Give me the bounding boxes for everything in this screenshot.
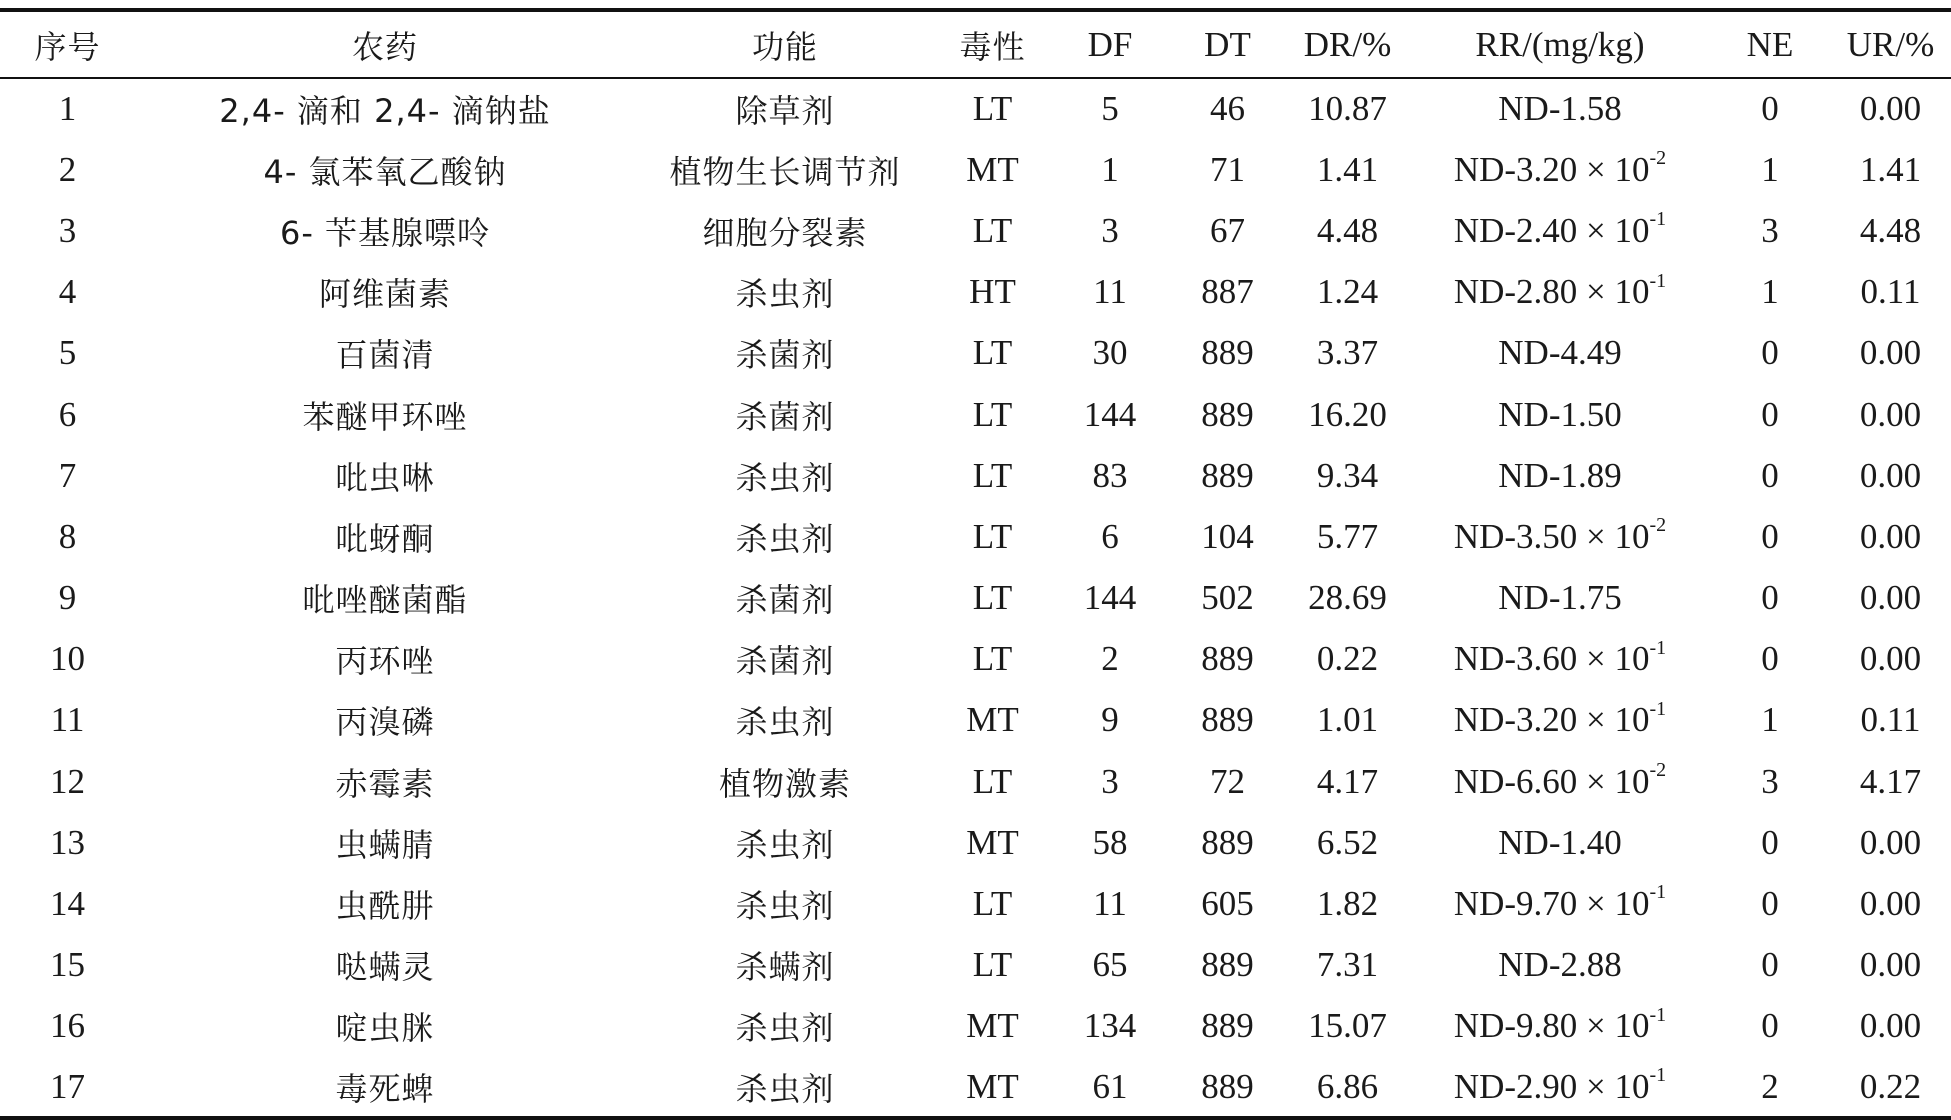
- cell-ne: 3: [1761, 210, 1779, 250]
- cell-ur: 0.11: [1860, 700, 1921, 740]
- cell-dr: 6.52: [1316, 822, 1379, 862]
- rr-range-base: ND-1.40: [1498, 822, 1622, 862]
- cell-function: 杀菌剂: [735, 581, 835, 620]
- cell-rr: [1410, 384, 1710, 445]
- cell-df: 1: [1101, 149, 1119, 189]
- cell-df: 5: [1101, 89, 1119, 129]
- rr-range-base: ND-1.75: [1498, 578, 1622, 618]
- cell-serial-number: 1: [58, 89, 77, 129]
- cell-ur: 0.11: [1860, 272, 1921, 312]
- cell-ur: 0.00: [1859, 455, 1922, 495]
- cell-pesticide: 4- 氯苯氧乙酸钠: [263, 152, 507, 191]
- cell-serial-number: 5: [58, 333, 77, 373]
- table-row: [0, 323, 1951, 384]
- cell-pesticide: 吡唑醚菌酯: [302, 581, 468, 620]
- cell-pesticide: 阿维菌素: [318, 275, 451, 314]
- cell-function: 杀菌剂: [735, 397, 835, 436]
- table-row: [0, 1057, 1951, 1118]
- table-row: [0, 935, 1951, 996]
- cell-rr: [1410, 78, 1710, 139]
- cell-rr: [1410, 629, 1710, 690]
- table-row: [0, 200, 1951, 261]
- cell-ne: 0: [1761, 945, 1779, 985]
- cell-serial-number: 17: [0, 1057, 135, 1118]
- cell-df: 58: [1092, 822, 1128, 862]
- table-row: [0, 139, 1951, 200]
- table-row: [0, 506, 1951, 567]
- cell-dt: 889: [1201, 945, 1254, 985]
- rr-range-base: ND-6.60 × 10: [1453, 761, 1650, 801]
- header-row: [0, 10, 1951, 78]
- cell-dt: 889: [1201, 455, 1254, 495]
- cell-ur: 0.00: [1859, 578, 1922, 618]
- cell-rr: [1410, 200, 1710, 261]
- header-toxicity: 毒性: [935, 10, 1050, 78]
- table-row: [0, 996, 1951, 1057]
- cell-df: 65: [1092, 945, 1128, 985]
- cell-dr: 6.86: [1285, 1057, 1410, 1118]
- header-rr: RR/(mg/kg): [1410, 10, 1710, 78]
- cell-df: 2: [1101, 639, 1119, 679]
- rr-range-exponent: -1: [1649, 269, 1667, 292]
- cell-serial-number: 4: [58, 272, 77, 312]
- cell-toxicity: MT: [966, 822, 1019, 862]
- header-serial-number: 序号: [0, 10, 135, 78]
- header-function: 功能: [635, 10, 935, 78]
- cell-rr: [1410, 323, 1710, 384]
- cell-serial-number: 6: [58, 394, 77, 434]
- cell-dr: 4.48: [1316, 210, 1379, 250]
- rr-range-base: ND-2.80 × 10: [1453, 272, 1650, 312]
- cell-toxicity: LT: [972, 455, 1013, 495]
- rr-range-base: ND-9.70 × 10: [1453, 884, 1650, 924]
- cell-toxicity: LT: [972, 333, 1013, 373]
- cell-ne: 2: [1710, 1057, 1830, 1118]
- cell-rr: [1410, 935, 1710, 996]
- header-dt: DT: [1170, 10, 1285, 78]
- cell-ur: 0.00: [1859, 89, 1922, 129]
- cell-dt: 104: [1201, 516, 1254, 556]
- cell-rr: [1410, 996, 1710, 1057]
- table-row: [0, 751, 1951, 812]
- cell-dr: 1.82: [1316, 884, 1379, 924]
- rr-range-base: ND-2.40 × 10: [1453, 210, 1650, 250]
- cell-function: 杀虫剂: [735, 1009, 835, 1048]
- rr-range-exponent: -1: [1649, 636, 1667, 659]
- cell-dr: 1.24: [1316, 272, 1379, 312]
- cell-ne: 0: [1761, 333, 1779, 373]
- cell-dt: 71: [1210, 149, 1245, 189]
- cell-dt: 889: [1201, 822, 1254, 862]
- cell-serial-number: 2: [58, 149, 77, 189]
- cell-dt: 67: [1210, 210, 1245, 250]
- cell-df: 11: [1093, 272, 1127, 312]
- cell-pesticide: 赤霉素: [335, 764, 435, 803]
- cell-dt: 889: [1201, 639, 1254, 679]
- cell-function: 杀螨剂: [735, 948, 835, 987]
- cell-ur: 0.00: [1859, 1006, 1922, 1046]
- cell-rr: [1410, 873, 1710, 934]
- cell-rr: [1410, 139, 1710, 200]
- cell-ne: 0: [1761, 89, 1779, 129]
- cell-dr: 3.37: [1316, 333, 1379, 373]
- cell-function: 杀虫剂: [735, 275, 835, 314]
- rr-range-base: ND-1.50: [1498, 394, 1622, 434]
- cell-ur: 0.22: [1830, 1057, 1951, 1118]
- rr-range-base: ND-9.80 × 10: [1453, 1006, 1650, 1046]
- cell-toxicity: LT: [972, 761, 1013, 801]
- cell-df: 11: [1093, 884, 1127, 924]
- pesticide-residue-table-container: [0, 8, 1951, 1120]
- cell-dr: 1.01: [1316, 700, 1379, 740]
- cell-pesticide: 6- 苄基腺嘌呤: [279, 213, 491, 252]
- cell-dr: 10.87: [1308, 89, 1387, 129]
- cell-serial-number: 11: [50, 700, 85, 740]
- cell-ne: 0: [1761, 578, 1779, 618]
- rr-range-base: ND-2.88: [1498, 945, 1622, 985]
- table-row: [0, 445, 1951, 506]
- rr-range-base: ND-3.20 × 10: [1453, 700, 1650, 740]
- cell-ur: 0.00: [1859, 333, 1922, 373]
- cell-rr: [1410, 568, 1710, 629]
- cell-ne: 0: [1761, 516, 1779, 556]
- cell-function: 杀菌剂: [735, 336, 835, 375]
- cell-dr: 15.07: [1308, 1006, 1387, 1046]
- table-header: [0, 10, 1951, 78]
- cell-pesticide: 苯醚甲环唑: [302, 397, 468, 436]
- rr-range-base: ND-1.58: [1498, 89, 1622, 129]
- header-dr: DR/%: [1285, 10, 1410, 78]
- cell-ne: 0: [1761, 455, 1779, 495]
- table-row: [0, 262, 1951, 323]
- cell-ur: 0.00: [1859, 945, 1922, 985]
- cell-dr: 7.31: [1316, 945, 1379, 985]
- rr-range-exponent: -2: [1649, 759, 1667, 781]
- cell-toxicity: HT: [969, 272, 1016, 312]
- cell-pesticide: 虫螨腈: [335, 825, 435, 864]
- cell-pesticide: 丙溴磷: [335, 703, 435, 742]
- cell-ne: 1: [1761, 272, 1779, 312]
- cell-dt: 887: [1201, 272, 1254, 312]
- cell-ur: 0.00: [1859, 394, 1922, 434]
- cell-serial-number: 14: [50, 884, 85, 924]
- cell-ne: 1: [1761, 149, 1779, 189]
- cell-function: 植物激素: [718, 764, 851, 803]
- cell-pesticide: 百菌清: [335, 336, 435, 375]
- cell-function: 杀菌剂: [735, 642, 835, 681]
- cell-ne: 0: [1761, 1006, 1779, 1046]
- cell-dr: 0.22: [1316, 639, 1379, 679]
- cell-serial-number: 12: [50, 761, 85, 801]
- rr-range-base: ND-3.20 × 10: [1453, 149, 1650, 189]
- table-row: [0, 568, 1951, 629]
- cell-toxicity: LT: [972, 394, 1013, 434]
- rr-range-exponent: -2: [1649, 514, 1667, 537]
- cell-ne: 0: [1761, 394, 1779, 434]
- cell-ur: 0.00: [1859, 822, 1922, 862]
- cell-rr: [1410, 1057, 1710, 1118]
- cell-function: 杀虫剂: [735, 703, 835, 742]
- cell-ur: 0.00: [1859, 639, 1922, 679]
- rr-range-exponent: -1: [1649, 881, 1667, 904]
- cell-dr: 1.41: [1316, 149, 1379, 189]
- rr-range-base: ND-3.50 × 10: [1453, 516, 1650, 556]
- cell-pesticide: 啶虫脒: [335, 1009, 435, 1048]
- cell-function: 杀虫剂: [735, 519, 835, 558]
- rr-range-exponent: -2: [1649, 147, 1667, 170]
- cell-toxicity: LT: [972, 578, 1013, 618]
- cell-dt: 889: [1170, 1057, 1285, 1118]
- cell-toxicity: LT: [972, 210, 1013, 250]
- rr-range-exponent: -1: [1649, 697, 1667, 720]
- cell-pesticide: 毒死蜱: [135, 1057, 635, 1118]
- cell-pesticide: 哒螨灵: [335, 948, 435, 987]
- cell-df: 144: [1083, 578, 1137, 618]
- cell-pesticide: 吡蚜酮: [335, 519, 435, 558]
- table-row: [0, 384, 1951, 445]
- cell-rr: [1410, 262, 1710, 323]
- header-pesticide: 农药: [135, 10, 635, 78]
- table-row: [0, 690, 1951, 751]
- rr-range-exponent: -1: [1649, 208, 1667, 231]
- cell-dt: 46: [1210, 89, 1245, 129]
- cell-toxicity: LT: [972, 516, 1013, 556]
- rr-range-base: ND-4.49: [1498, 333, 1622, 373]
- cell-function: 杀虫剂: [735, 458, 835, 497]
- header-df: DF: [1050, 10, 1170, 78]
- cell-ne: 0: [1761, 639, 1779, 679]
- cell-serial-number: 13: [50, 822, 85, 862]
- rr-range-base: ND-2.90 × 10: [1453, 1066, 1650, 1106]
- cell-dr: 16.20: [1308, 394, 1387, 434]
- cell-df: 30: [1092, 333, 1128, 373]
- cell-dt: 889: [1201, 394, 1254, 434]
- cell-toxicity: LT: [972, 884, 1013, 924]
- header-ur: UR/%: [1830, 10, 1951, 78]
- cell-ne: 0: [1761, 884, 1779, 924]
- cell-toxicity: MT: [966, 1006, 1019, 1046]
- cell-df: 61: [1050, 1057, 1170, 1118]
- pesticide-residue-table: [0, 8, 1951, 1120]
- cell-pesticide: 2,4- 滴和 2,4- 滴钠盐: [219, 92, 551, 131]
- cell-df: 144: [1083, 394, 1137, 434]
- rr-range-exponent: -1: [1649, 1063, 1667, 1086]
- cell-dr: 5.77: [1316, 516, 1379, 556]
- cell-rr: [1410, 812, 1710, 873]
- cell-rr: [1410, 445, 1710, 506]
- cell-toxicity: MT: [935, 1057, 1050, 1118]
- cell-rr: [1410, 751, 1710, 812]
- table-body: [0, 78, 1951, 1118]
- cell-pesticide: 丙环唑: [335, 642, 435, 681]
- cell-serial-number: 9: [58, 578, 77, 618]
- cell-dt: 502: [1201, 578, 1254, 618]
- cell-serial-number: 3: [58, 210, 77, 250]
- cell-rr: [1410, 506, 1710, 567]
- cell-ur: 4.17: [1859, 761, 1922, 801]
- cell-dt: 889: [1201, 1006, 1254, 1046]
- cell-serial-number: 7: [58, 455, 77, 495]
- cell-serial-number: 10: [50, 639, 85, 679]
- cell-function: 细胞分裂素: [702, 213, 868, 252]
- cell-toxicity: LT: [972, 89, 1013, 129]
- rr-range-base: ND-1.89: [1498, 455, 1622, 495]
- rr-range-base: ND-3.60 × 10: [1453, 639, 1650, 679]
- cell-dt: 889: [1201, 333, 1254, 373]
- cell-function: 杀虫剂: [635, 1057, 935, 1118]
- cell-df: 83: [1092, 455, 1128, 495]
- cell-dr: 4.17: [1316, 761, 1379, 801]
- header-ne: NE: [1710, 10, 1830, 78]
- cell-ne: 3: [1761, 761, 1779, 801]
- cell-ne: 0: [1761, 822, 1779, 862]
- table-row: [0, 873, 1951, 934]
- cell-df: 9: [1101, 700, 1119, 740]
- table-row: [0, 78, 1951, 139]
- cell-toxicity: LT: [972, 639, 1013, 679]
- cell-ur: 1.41: [1859, 149, 1922, 189]
- cell-function: 杀虫剂: [735, 887, 835, 926]
- cell-ur: 4.48: [1859, 210, 1922, 250]
- cell-dr: 9.34: [1316, 455, 1379, 495]
- cell-ne: 1: [1761, 700, 1779, 740]
- cell-serial-number: 8: [58, 516, 77, 556]
- cell-df: 6: [1101, 516, 1119, 556]
- cell-dt: 72: [1210, 761, 1245, 801]
- cell-serial-number: 15: [50, 945, 85, 985]
- rr-range-exponent: -1: [1649, 1003, 1667, 1026]
- cell-toxicity: MT: [966, 149, 1019, 189]
- cell-df: 3: [1101, 210, 1119, 250]
- table-row: [0, 629, 1951, 690]
- table-row: [0, 812, 1951, 873]
- cell-function: 杀虫剂: [735, 825, 835, 864]
- cell-ur: 0.00: [1859, 516, 1922, 556]
- cell-function: 植物生长调节剂: [669, 152, 901, 191]
- cell-dr: 28.69: [1308, 578, 1387, 618]
- cell-pesticide: 虫酰肼: [335, 887, 435, 926]
- cell-ur: 0.00: [1859, 884, 1922, 924]
- cell-dt: 605: [1201, 884, 1254, 924]
- cell-function: 除草剂: [735, 92, 835, 131]
- cell-df: 3: [1101, 761, 1119, 801]
- cell-rr: [1410, 690, 1710, 751]
- cell-toxicity: LT: [972, 945, 1013, 985]
- cell-serial-number: 16: [50, 1006, 85, 1046]
- cell-dt: 889: [1201, 700, 1254, 740]
- cell-toxicity: MT: [966, 700, 1019, 740]
- cell-pesticide: 吡虫啉: [335, 458, 435, 497]
- cell-df: 134: [1083, 1006, 1137, 1046]
